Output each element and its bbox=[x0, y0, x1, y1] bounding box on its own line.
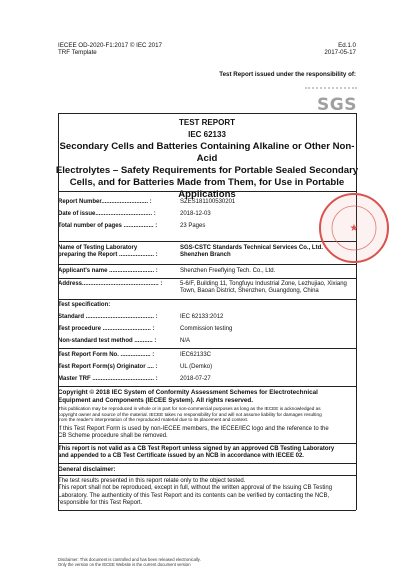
field-label: Total number of pages .................. : bbox=[58, 223, 158, 229]
field-label: Test Report Form(s) Originator .... : bbox=[58, 364, 158, 370]
report-standard: IEC 62133 bbox=[188, 130, 226, 139]
disclaimer-line: responsible for this Test Report. bbox=[58, 500, 143, 507]
responsibility-line: Test Report issued under the responsibility of: bbox=[219, 71, 356, 78]
field-address bbox=[58, 281, 356, 297]
footer-disclaimer bbox=[58, 557, 201, 567]
copyright-heading bbox=[58, 389, 356, 404]
stamp-seal-icon bbox=[318, 192, 390, 264]
edition: Ed.1.0 bbox=[338, 42, 356, 49]
address-line: Town, Baoan District, Shenzhen, Guangdong, China bbox=[180, 288, 319, 295]
sgs-logo-text: SGS bbox=[317, 95, 357, 115]
field-value: Shenzhen Freeflying Tech. Co., Ltd. bbox=[180, 268, 276, 274]
field-value: SZES181100530201 bbox=[180, 199, 236, 205]
lab-label-line: preparing the Report ..................... : bbox=[58, 252, 158, 259]
field-value: UL (Demko) bbox=[180, 364, 213, 370]
disclaimer-line: This report shall not be reproduced, except in full, without the written approval of the Issuing CB Testing bbox=[58, 485, 333, 492]
note-line: CB Scheme procedure shall be removed. bbox=[58, 433, 168, 440]
cb-validity-warning bbox=[58, 446, 356, 461]
field-value: N/A bbox=[180, 338, 191, 344]
copyright-line: Copyright © 2018 IEC System of Conformity Assessment Schemes for Electrotechnical bbox=[58, 389, 318, 396]
disclaimer-line: Laboratory. The authenticity of this Test Report and its contents can be verified by contacting the NCB, bbox=[58, 492, 330, 499]
doc-code: IECEE OD-2020-F1:2017 © IEC 2017 bbox=[58, 42, 162, 49]
disclaimer-body bbox=[58, 478, 356, 508]
field-value: 2018-07-27 bbox=[180, 376, 211, 382]
disclaimer-line: The test results presented in this report relate only to the object tested. bbox=[58, 478, 246, 484]
edition-date: 2017-05-17 bbox=[324, 49, 356, 57]
lab-name-line: Shenzhen Branch bbox=[180, 252, 231, 259]
field-value: 2018-12-03 bbox=[180, 211, 211, 217]
footer-line: Disclaimer: This document is controlled and has been released electronically. bbox=[58, 557, 201, 562]
subtitle-line: Electrolytes – Safety Requirements for Portable Sealed Secondary bbox=[55, 165, 359, 176]
report-title: TEST REPORT bbox=[178, 118, 235, 127]
subtitle-line: Applications bbox=[178, 189, 236, 200]
lab-name-line: SGS-CSTC Standards Technical Services Co., Ltd. bbox=[180, 245, 323, 251]
field-label: Non-standard test method ........... : bbox=[58, 338, 157, 344]
company-stamp bbox=[318, 192, 390, 264]
logo-dots bbox=[305, 87, 357, 94]
warning-line: and appended to a CB Test Certificate issued by an NCB in accordance with IECEE 02. bbox=[58, 453, 304, 460]
copyright-terms bbox=[58, 406, 364, 423]
field-value: IEC 62133:2012 bbox=[180, 314, 224, 320]
field-value bbox=[180, 281, 356, 295]
non-member-note bbox=[58, 426, 356, 441]
subtitle-line: Cells, and for Batteries Made from Them, for Use in Portable bbox=[69, 177, 345, 188]
note-line: If this Test Report Form is used by non-IECEE members, the IECEE/IEC logo and the reference to the bbox=[58, 426, 329, 432]
field-value: Commission testing bbox=[180, 326, 233, 332]
address-line: 5-6/F, Building 11, Tongfuyu Industrial Zone, Lezhujiao, Xixiang bbox=[180, 281, 347, 287]
field-label: Address.............................................. : bbox=[58, 281, 163, 287]
field-label: Master TRF ..................................... : bbox=[58, 376, 158, 382]
header-left bbox=[58, 42, 162, 57]
disclaimer-heading: General disclaimer: bbox=[58, 466, 116, 473]
header-right bbox=[324, 42, 356, 57]
svg-text:★: ★ bbox=[349, 223, 359, 234]
field-testing-laboratory bbox=[58, 245, 356, 261]
terms-line: from the reader's interpretation of the reproduced material due to its placement and context. bbox=[58, 417, 249, 423]
report-subtitle bbox=[50, 141, 364, 201]
warning-line: This report is not valid as a CB Test Report unless signed by an approved CB Testing Laboratory bbox=[58, 446, 335, 452]
field-label: Date of issue.................................. : bbox=[58, 211, 156, 217]
terms-line: copyright owner and source of the material. IECEE takes no responsibility for and will not assume liability for damages resulting bbox=[58, 411, 322, 417]
field-value: 23 Pages bbox=[180, 223, 206, 229]
field-label bbox=[58, 245, 176, 259]
copyright-line: Equipment and Components (IECEE System). All rights reserved. bbox=[58, 396, 254, 404]
field-label: Standard ......................................... : bbox=[58, 314, 158, 320]
sgs-logo bbox=[305, 87, 357, 115]
footer-line: Only the version on the IECEE Website is the current document version bbox=[58, 562, 191, 568]
test-spec-heading: Test specification: bbox=[58, 302, 111, 308]
lab-label-line: Name of Testing Laboratory bbox=[58, 245, 138, 251]
field-label: Report Number............................ : bbox=[58, 199, 152, 205]
subtitle-line: Secondary Cells and Batteries Containing Alkaline or Other Non-Acid bbox=[59, 141, 355, 164]
field-label: Test Report Form No. .................. : bbox=[58, 352, 155, 358]
field-label: Test procedure ............................. : bbox=[58, 326, 155, 332]
field-value: IEC62133C bbox=[180, 352, 212, 358]
field-label: Applicant's name ........................... : bbox=[58, 268, 158, 274]
terms-line: This publication may be reproduced in whole or in part for non-commercial purposes as long as the IECEE is acknowledged as bbox=[58, 406, 321, 411]
trf-template-label: TRF Template bbox=[58, 49, 97, 57]
